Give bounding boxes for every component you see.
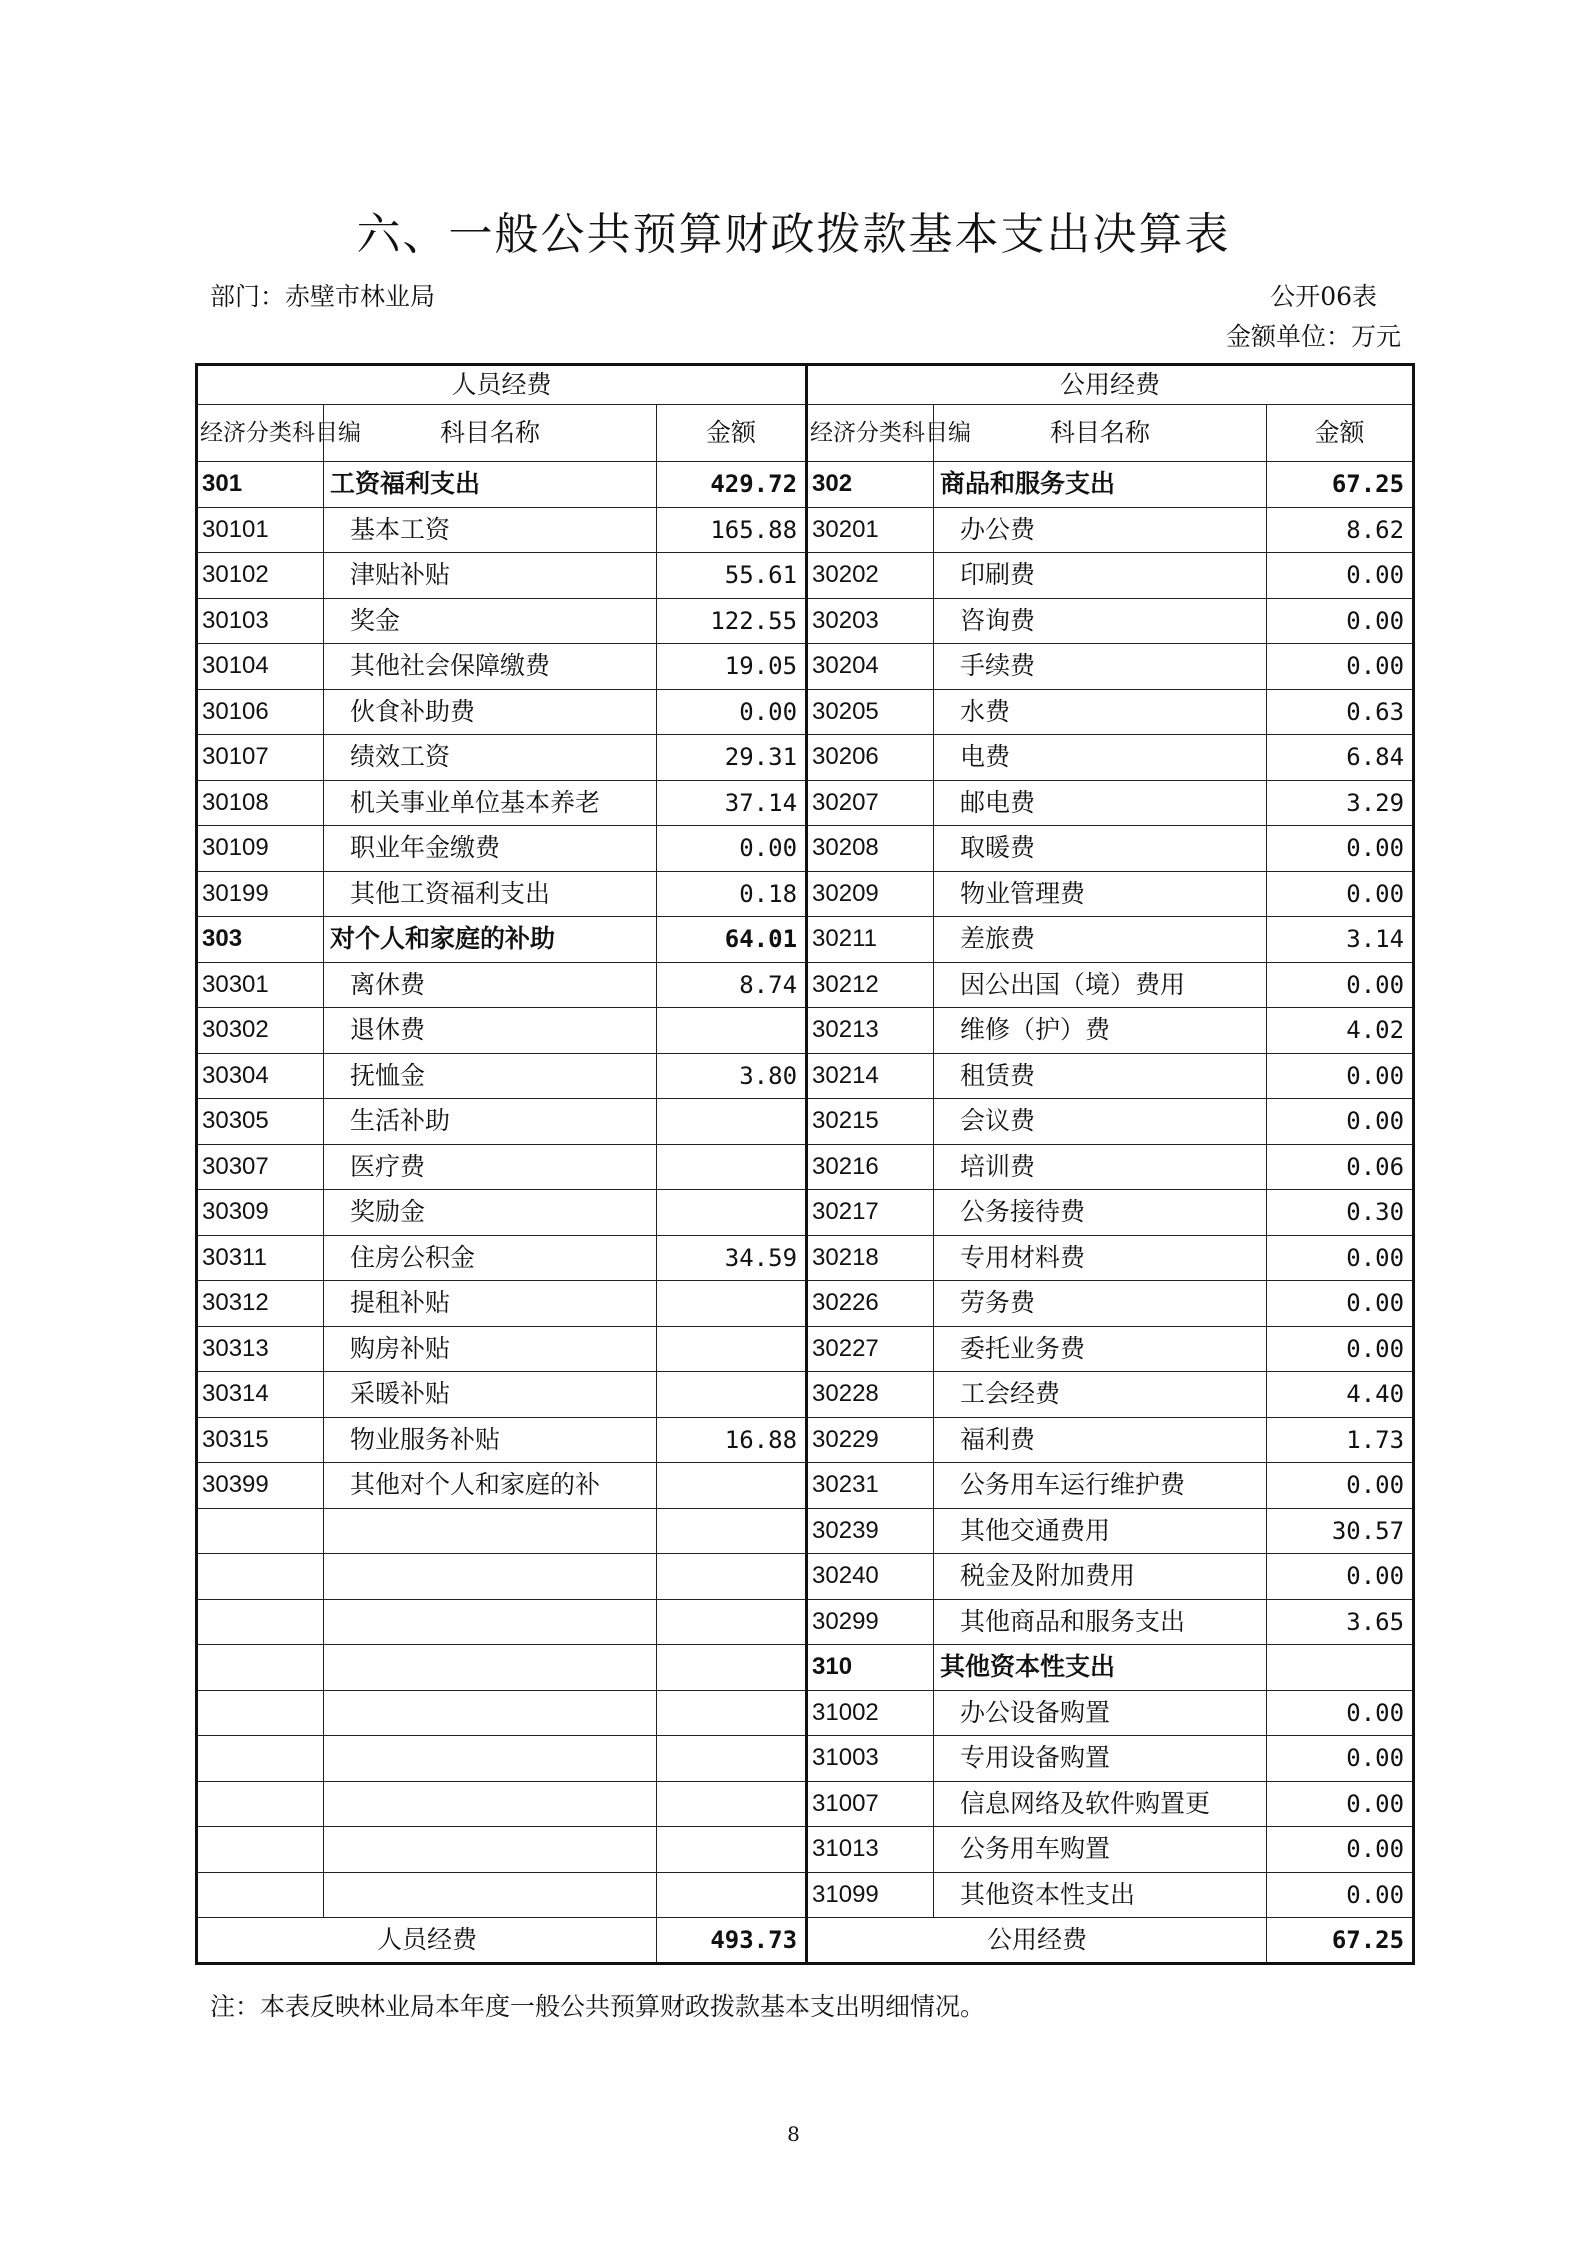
public-amount-cell: 3.29 [1267,780,1414,826]
table-row [197,1463,1414,1509]
personnel-amount-cell: 0.00 [657,689,807,735]
personnel-amount-cell: 429.72 [657,462,807,508]
page-number: 8 [787,2122,800,2146]
public-name-cell: 委托业务费 [934,1326,1267,1372]
personnel-code-cell [197,1645,324,1691]
personnel-amount-cell: 3.80 [657,1053,807,1099]
table-row [197,1827,1414,1873]
public-code-cell: 30299 [807,1599,934,1645]
personnel-amount-cell [657,1599,807,1645]
table-row [197,917,1414,963]
table-row [197,462,1414,508]
personnel-code-cell: 303 [197,917,324,963]
table-row [197,871,1414,917]
public-amount-cell: 0.30 [1267,1190,1414,1236]
public-amount-cell: 8.62 [1267,507,1414,553]
public-name-cell: 其他交通费用 [934,1508,1267,1554]
public-code-cell: 31013 [807,1827,934,1873]
personnel-code-cell: 301 [197,462,324,508]
public-amount-cell: 0.00 [1267,826,1414,872]
personnel-name-cell: 抚恤金 [324,1053,657,1099]
table-row [197,1099,1414,1145]
public-name-cell: 其他资本性支出 [934,1872,1267,1918]
public-code-cell: 302 [807,462,934,508]
personnel-amount-cell: 0.00 [657,826,807,872]
public-amount-cell: 0.00 [1267,1099,1414,1145]
personnel-code-cell: 30108 [197,780,324,826]
public-amount-cell: 0.00 [1267,1827,1414,1873]
table-row [197,780,1414,826]
personnel-amount-cell [657,1326,807,1372]
personnel-amount-cell [657,1144,807,1190]
public-amount-cell: 0.00 [1267,1235,1414,1281]
public-name-cell: 印刷费 [934,553,1267,599]
public-amount-cell: 4.40 [1267,1372,1414,1418]
personnel-name-cell [324,1872,657,1918]
personnel-name-cell [324,1736,657,1782]
public-name-cell: 物业管理费 [934,871,1267,917]
public-code-cell: 30206 [807,735,934,781]
table-row [197,1508,1414,1554]
personnel-amount-cell [657,1008,807,1054]
personnel-amount-cell: 16.88 [657,1417,807,1463]
public-amount-cell: 67.25 [1267,462,1414,508]
table-row [197,1235,1414,1281]
public-code-cell: 30215 [807,1099,934,1145]
public-amount-cell: 0.00 [1267,1463,1414,1509]
personnel-amount-cell [657,1281,807,1327]
public-name-cell: 培训费 [934,1144,1267,1190]
code-column-header: 经济分类科目编 [807,405,934,462]
public-name-cell: 手续费 [934,644,1267,690]
table-row [197,1554,1414,1600]
personnel-code-cell: 30399 [197,1463,324,1509]
personnel-name-cell: 退休费 [324,1008,657,1054]
personnel-code-cell [197,1827,324,1873]
section-header-row [197,365,1414,405]
amount-column-header: 金额 [657,405,807,462]
personnel-name-cell: 奖励金 [324,1190,657,1236]
code-column-header: 经济分类科目编 [197,405,324,462]
public-name-cell: 公务用车购置 [934,1827,1267,1873]
personnel-amount-cell: 19.05 [657,644,807,690]
public-amount-cell: 0.63 [1267,689,1414,735]
personnel-code-cell: 30313 [197,1326,324,1372]
table-row [197,1008,1414,1054]
amount-column-header: 金额 [1267,405,1414,462]
personnel-total-amount: 493.73 [657,1918,807,1964]
table-row [197,1781,1414,1827]
public-name-cell: 公务接待费 [934,1190,1267,1236]
personnel-amount-cell [657,1372,807,1418]
public-amount-cell: 3.14 [1267,917,1414,963]
table-row [197,1872,1414,1918]
personnel-name-cell: 津贴补贴 [324,553,657,599]
public-amount-cell: 0.00 [1267,1554,1414,1600]
personnel-name-cell: 医疗费 [324,1144,657,1190]
name-column-header: 科目名称 [324,405,657,462]
table-row [197,553,1414,599]
personnel-amount-cell: 0.18 [657,871,807,917]
public-code-cell: 30204 [807,644,934,690]
page-title: 六、一般公共预算财政拨款基本支出决算表 [356,209,1231,260]
personnel-code-cell: 30103 [197,598,324,644]
personnel-name-cell: 住房公积金 [324,1235,657,1281]
personnel-amount-cell: 55.61 [657,553,807,599]
public-amount-cell: 0.00 [1267,1736,1414,1782]
table-row [197,826,1414,872]
personnel-code-cell [197,1508,324,1554]
personnel-code-cell [197,1690,324,1736]
public-amount-cell: 0.00 [1267,1781,1414,1827]
public-name-cell: 专用设备购置 [934,1736,1267,1782]
public-code-cell: 30231 [807,1463,934,1509]
personnel-amount-cell [657,1872,807,1918]
public-code-cell: 31007 [807,1781,934,1827]
public-name-cell: 公务用车运行维护费 [934,1463,1267,1509]
personnel-code-cell: 30101 [197,507,324,553]
name-column-header: 科目名称 [934,405,1267,462]
department-label: 部门：赤壁市林业局 [210,282,436,311]
public-amount-cell: 0.00 [1267,1690,1414,1736]
public-amount-cell: 0.00 [1267,1281,1414,1327]
personnel-name-cell [324,1645,657,1691]
public-code-cell: 30226 [807,1281,934,1327]
public-code-cell: 30239 [807,1508,934,1554]
totals-row [197,1918,1414,1964]
table-row [197,735,1414,781]
public-amount-cell: 0.00 [1267,598,1414,644]
public-code-cell: 30217 [807,1190,934,1236]
table-row [197,598,1414,644]
table-row [197,1190,1414,1236]
personnel-name-cell: 基本工资 [324,507,657,553]
public-name-cell: 取暖费 [934,826,1267,872]
personnel-name-cell: 绩效工资 [324,735,657,781]
personnel-name-cell: 生活补助 [324,1099,657,1145]
personnel-name-cell: 伙食补助费 [324,689,657,735]
public-name-cell: 因公出国（境）费用 [934,962,1267,1008]
personnel-name-cell [324,1827,657,1873]
personnel-code-cell: 30312 [197,1281,324,1327]
table-row [197,1645,1414,1691]
amount-unit: 金额单位：万元 [1225,322,1401,351]
public-name-cell: 电费 [934,735,1267,781]
public-amount-cell: 0.00 [1267,1326,1414,1372]
personnel-code-cell: 30104 [197,644,324,690]
personnel-amount-cell: 29.31 [657,735,807,781]
table-row [197,1326,1414,1372]
personnel-name-cell: 机关事业单位基本养老 [324,780,657,826]
public-code-cell: 310 [807,1645,934,1691]
personnel-section-header: 人员经费 [197,365,807,405]
public-code-cell: 30216 [807,1144,934,1190]
table-row [197,962,1414,1008]
public-name-cell: 信息网络及软件购置更 [934,1781,1267,1827]
personnel-name-cell: 物业服务补贴 [324,1417,657,1463]
public-total-amount: 67.25 [1267,1918,1414,1964]
table-row [197,1599,1414,1645]
personnel-code-cell: 30199 [197,871,324,917]
personnel-amount-cell: 37.14 [657,780,807,826]
personnel-name-cell [324,1690,657,1736]
personnel-code-cell: 30315 [197,1417,324,1463]
public-amount-cell: 4.02 [1267,1008,1414,1054]
personnel-code-cell: 30307 [197,1144,324,1190]
public-name-cell: 商品和服务支出 [934,462,1267,508]
public-code-cell: 30201 [807,507,934,553]
table-row [197,1144,1414,1190]
personnel-code-cell: 30302 [197,1008,324,1054]
personnel-amount-cell [657,1645,807,1691]
public-amount-cell [1267,1645,1414,1691]
public-code-cell: 30228 [807,1372,934,1418]
public-code-cell: 30208 [807,826,934,872]
personnel-name-cell [324,1781,657,1827]
personnel-amount-cell: 34.59 [657,1235,807,1281]
personnel-name-cell: 提租补贴 [324,1281,657,1327]
expenditure-table [195,363,1415,1965]
personnel-code-cell: 30314 [197,1372,324,1418]
personnel-amount-cell [657,1827,807,1873]
public-code-cell: 30214 [807,1053,934,1099]
personnel-amount-cell: 165.88 [657,507,807,553]
personnel-name-cell: 其他工资福利支出 [324,871,657,917]
public-name-cell: 咨询费 [934,598,1267,644]
personnel-code-cell: 30102 [197,553,324,599]
personnel-code-cell: 30107 [197,735,324,781]
personnel-name-cell: 职业年金缴费 [324,826,657,872]
public-amount-cell: 0.00 [1267,644,1414,690]
public-code-cell: 30202 [807,553,934,599]
personnel-code-cell: 30109 [197,826,324,872]
table-row [197,1281,1414,1327]
personnel-code-cell [197,1599,324,1645]
table-row [197,1417,1414,1463]
public-code-cell: 30212 [807,962,934,1008]
public-amount-cell: 0.00 [1267,1053,1414,1099]
public-code-cell: 30213 [807,1008,934,1054]
table-row [197,644,1414,690]
personnel-amount-cell [657,1190,807,1236]
personnel-name-cell: 购房补贴 [324,1326,657,1372]
public-name-cell: 办公费 [934,507,1267,553]
public-amount-cell: 3.65 [1267,1599,1414,1645]
personnel-code-cell: 30301 [197,962,324,1008]
public-amount-cell: 6.84 [1267,735,1414,781]
personnel-code-cell [197,1872,324,1918]
personnel-amount-cell [657,1554,807,1600]
public-code-cell: 30209 [807,871,934,917]
public-code-cell: 31099 [807,1872,934,1918]
personnel-code-cell: 30309 [197,1190,324,1236]
personnel-code-cell [197,1781,324,1827]
personnel-amount-cell: 122.55 [657,598,807,644]
public-total-label: 公用经费 [807,1918,1267,1964]
public-name-cell: 水费 [934,689,1267,735]
personnel-name-cell: 奖金 [324,598,657,644]
public-name-cell: 差旅费 [934,917,1267,963]
personnel-amount-cell: 8.74 [657,962,807,1008]
public-code-cell: 30227 [807,1326,934,1372]
public-section-header: 公用经费 [807,365,1414,405]
public-name-cell: 租赁费 [934,1053,1267,1099]
personnel-name-cell: 采暖补贴 [324,1372,657,1418]
public-name-cell: 维修（护）费 [934,1008,1267,1054]
public-code-cell: 30229 [807,1417,934,1463]
public-name-cell: 税金及附加费用 [934,1554,1267,1600]
personnel-code-cell: 30311 [197,1235,324,1281]
public-name-cell: 办公设备购置 [934,1690,1267,1736]
public-code-cell: 30218 [807,1235,934,1281]
public-name-cell: 其他资本性支出 [934,1645,1267,1691]
public-code-cell: 30211 [807,917,934,963]
table-row [197,689,1414,735]
public-amount-cell: 0.00 [1267,962,1414,1008]
personnel-name-cell: 离休费 [324,962,657,1008]
table-row [197,507,1414,553]
public-amount-cell: 1.73 [1267,1417,1414,1463]
public-name-cell: 福利费 [934,1417,1267,1463]
public-amount-cell: 0.00 [1267,871,1414,917]
public-code-cell: 30205 [807,689,934,735]
personnel-amount-cell [657,1690,807,1736]
public-name-cell: 其他商品和服务支出 [934,1599,1267,1645]
public-code-cell: 31002 [807,1690,934,1736]
table-row [197,1053,1414,1099]
personnel-name-cell [324,1554,657,1600]
personnel-code-cell [197,1736,324,1782]
personnel-name-cell [324,1599,657,1645]
personnel-name-cell: 工资福利支出 [324,462,657,508]
public-name-cell: 专用材料费 [934,1235,1267,1281]
table-row [197,1372,1414,1418]
table-row [197,1690,1414,1736]
personnel-name-cell: 其他对个人和家庭的补 [324,1463,657,1509]
personnel-code-cell [197,1554,324,1600]
personnel-amount-cell [657,1508,807,1554]
public-amount-cell: 30.57 [1267,1508,1414,1554]
public-amount-cell: 0.00 [1267,553,1414,599]
public-code-cell: 30203 [807,598,934,644]
personnel-amount-cell [657,1736,807,1782]
public-code-cell: 30207 [807,780,934,826]
personnel-amount-cell [657,1099,807,1145]
personnel-code-cell: 30305 [197,1099,324,1145]
public-code-cell: 31003 [807,1736,934,1782]
public-name-cell: 劳务费 [934,1281,1267,1327]
personnel-amount-cell: 64.01 [657,917,807,963]
personnel-name-cell: 其他社会保障缴费 [324,644,657,690]
public-amount-cell: 0.00 [1267,1872,1414,1918]
public-name-cell: 邮电费 [934,780,1267,826]
personnel-name-cell: 对个人和家庭的补助 [324,917,657,963]
personnel-total-label: 人员经费 [197,1918,657,1964]
personnel-amount-cell [657,1463,807,1509]
personnel-code-cell: 30304 [197,1053,324,1099]
public-code-cell: 30240 [807,1554,934,1600]
form-number: 公开06表 [1270,282,1377,311]
public-amount-cell: 0.06 [1267,1144,1414,1190]
personnel-amount-cell [657,1781,807,1827]
public-name-cell: 会议费 [934,1099,1267,1145]
footnote: 注：本表反映林业局本年度一般公共预算财政拨款基本支出明细情况。 [210,1992,986,2021]
public-name-cell: 工会经费 [934,1372,1267,1418]
personnel-name-cell [324,1508,657,1554]
table-row [197,1736,1414,1782]
column-header-row [197,405,1414,462]
personnel-code-cell: 30106 [197,689,324,735]
